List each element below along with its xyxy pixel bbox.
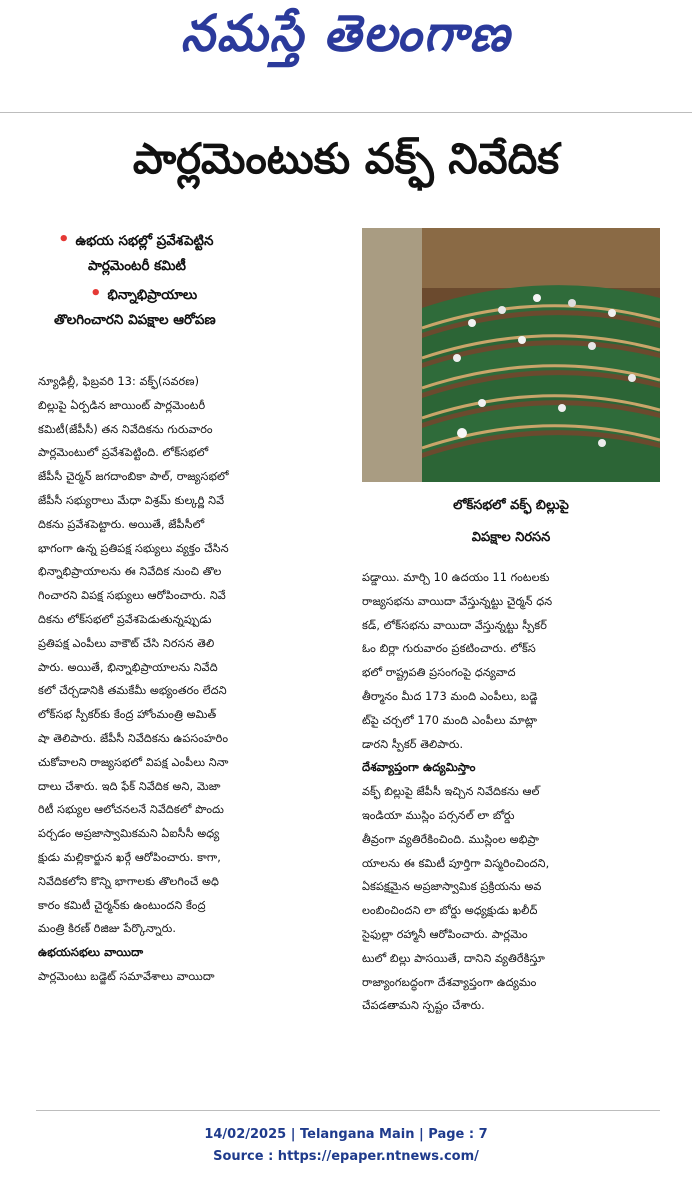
text-line: డారని స్పీకర్ తెలిపారు.: [362, 737, 464, 751]
text-line: ఓం బిర్లా గురువారం ప్రకటించారు. లోక్‌స: [362, 642, 536, 656]
text-line: ప్రతిపక్ష ఎంపీలు వాకౌట్ చేసి నిరసన తెలి: [38, 636, 215, 650]
text-line: గించారని విపక్ష సభ్యులు ఆరోపించారు. నివే: [38, 589, 226, 603]
text-line: మంత్రి కిరణ్ రిజిజు పేర్కొన్నారు.: [38, 922, 177, 936]
headline-text: పార్లమెంటుకు వక్ఫ్ నివేదిక: [132, 134, 560, 183]
text-line: ట్‌పై చర్చలో 170 మంది ఎంపీలు మాట్లా: [362, 713, 538, 727]
bullet-item-continued: పార్లమెంటరీ కమిటీ: [88, 258, 186, 274]
photo-caption: లోక్‌సభలో వక్ఫ్ బిల్లుపై విపక్షాల నిరసన: [453, 498, 569, 545]
headline: [30, 128, 662, 200]
summary-bullets: [40, 226, 340, 334]
section-subhead: దేశవ్యాప్తంగా ఉద్యమిస్తాం: [362, 760, 476, 775]
text-line: లంబించిందని లా బోర్డు అధ్యక్షుడు ఖలీద్: [362, 904, 538, 918]
text-line: సైఫుల్లా రహ్మానీ ఆరోపించారు. పార్లమెం: [362, 927, 528, 941]
masthead: [0, 0, 692, 80]
text-line: వక్ఫ్ బిల్లుపై జేపీసీ ఇచ్చిన నివేదికను ఆల్: [362, 785, 540, 799]
text-line: కడ్, లోక్‌సభను వాయిదా వేస్తున్నట్టు స్పీకర్: [362, 618, 547, 632]
text-line: చుకోవాలని రాజ్యసభలో విపక్ష ఎంపీలు నినా: [38, 755, 229, 769]
text-line: ఇండియా ముస్లిం పర్సనల్ లా బోర్డు: [362, 808, 515, 822]
text-line: భాగంగా ఉన్న ప్రతిపక్ష సభ్యులు వ్యక్తం చేసిన: [38, 541, 229, 555]
bullet-icon: •: [90, 283, 102, 304]
text-line: చేపడతామని స్పష్టం చేశారు.: [362, 999, 485, 1013]
divider: [0, 112, 692, 113]
bullet-item: • భిన్నాభిప్రాయాలు: [90, 283, 198, 304]
text-line: భిన్నాభిప్రాయాలను ఈ నివేదిక నుంచి తొల: [38, 565, 222, 579]
text-line: షా తెలిపారు. జేపీసీ నివేదికను ఉపసంహరిం: [38, 731, 229, 745]
text-line: దికను ప్రవేశపెట్టారు. అయితే, జేపీసీలో: [38, 517, 205, 531]
text-line: యాలను ఈ కమిటీ పూర్తిగా విస్మరించిందని,: [362, 856, 550, 870]
text-line: కారం కమిటీ చైర్మన్‌కు ఉంటుందని కేంద్ర: [38, 898, 206, 912]
source-link[interactable]: Source : https://epaper.ntnews.com/: [213, 1149, 479, 1164]
text-line: లోక్‌సభ స్పీకర్‌కు కేంద్ర హోంమంత్రి అమిత్: [38, 708, 217, 722]
text-line: టులో బిల్లు పాసయితే, దానిని వ్యతిరేకిస్తూ: [362, 951, 545, 965]
text-line: దికను లోక్‌సభలో ప్రవేశపెడుతున్నప్పుడు: [38, 612, 212, 626]
section-subhead: ఉభయసభలు వాయిదా: [38, 945, 144, 960]
text-line: బిల్లుపై ఏర్పడిన జాయింట్ పార్లమెంటరీ: [38, 398, 206, 412]
text-line: దాలు చేశారు. ఇది ఫేక్ నివేదిక అని, మెజా: [38, 779, 221, 793]
article-left-column: [38, 370, 338, 989]
text-line: ఏకపక్షమైన అప్రజాస్వామిక ప్రక్రియను అవ: [362, 880, 542, 894]
text-line: పార్లమెంటులో ప్రవేశపెట్టింది. లోక్‌సభలో: [38, 446, 209, 460]
text-line: తీవ్రంగా వ్యతిరేకించింది. ముస్లింల అభిప్రా: [362, 832, 540, 846]
text-line: తీర్మానం మీద 173 మంది ఎంపీలు, బడ్జె: [362, 689, 538, 703]
text-line: కమిటీ(జేపీసీ) తన నివేదికను గురువారం: [38, 422, 213, 436]
bullet-icon: •: [58, 229, 70, 250]
text-line: రిటీ సభ్యుల ఆలోచనలనే నివేదికలో పొందు: [38, 803, 224, 817]
divider: [36, 1110, 660, 1111]
parliament-photo: [362, 228, 660, 482]
article-right-column: [362, 566, 660, 1018]
text-line: కలో చేర్చడానికి తమకేమీ అభ్యంతరం లేదని: [38, 684, 227, 698]
edition-info: 14/02/2025 | Telangana Main | Page : 7: [204, 1127, 488, 1142]
text-line: పార్లమెంటు బడ్జెట్ సమావేశాలు వాయిదా: [38, 969, 215, 983]
parliament-chamber-image: [362, 228, 660, 482]
bullet-item-continued: తొలగించారని విపక్షాల ఆరోపణ: [54, 312, 216, 328]
text-line: రాజ్యాంగబద్ధంగా దేశవ్యాప్తంగా ఉద్యమం: [362, 975, 537, 989]
text-line: నివేదికలోని కొన్ని భాగాలకు తొలగించే అధి: [38, 874, 220, 888]
text-line: పడ్డాయి. మార్చి 10 ఉదయం 11 గంటలకు: [362, 571, 550, 584]
text-line: న్యూఢిల్లీ, ఫిబ్రవరి 13: వక్ఫ్(సవరణ): [38, 375, 200, 388]
text-line: జేపీసీ సభ్యురాలు మేధా విశ్రమ్ కుల్కర్ణి నివే: [38, 493, 225, 507]
bullet-item: • ఉభయ సభల్లో ప్రవేశపెట్టిన: [58, 229, 214, 250]
text-line: పర్చడం అప్రజాస్వామికమని ఏఐసీసీ అధ్య: [38, 827, 220, 841]
text-line: రాజ్యసభను వాయిదా వేస్తున్నట్టు చైర్మన్ ధన: [362, 594, 553, 608]
text-line: జేపీసీ చైర్మన్ జగదాంబికా పాల్, రాజ్యసభలో: [38, 470, 229, 484]
text-line: భలో రాష్ట్రపతి ప్రసంగంపై ధన్యవాద: [362, 666, 516, 680]
text-line: పారు. అయితే, భిన్నాభిప్రాయాలను నివేది: [38, 660, 218, 674]
text-line: క్షుడు మల్లికార్జున ఖర్గే ఆరోపించారు. కాగా,: [38, 850, 221, 864]
newspaper-name: నమస్తే తెలంగాణ: [180, 4, 512, 64]
footer: [0, 1124, 692, 1168]
